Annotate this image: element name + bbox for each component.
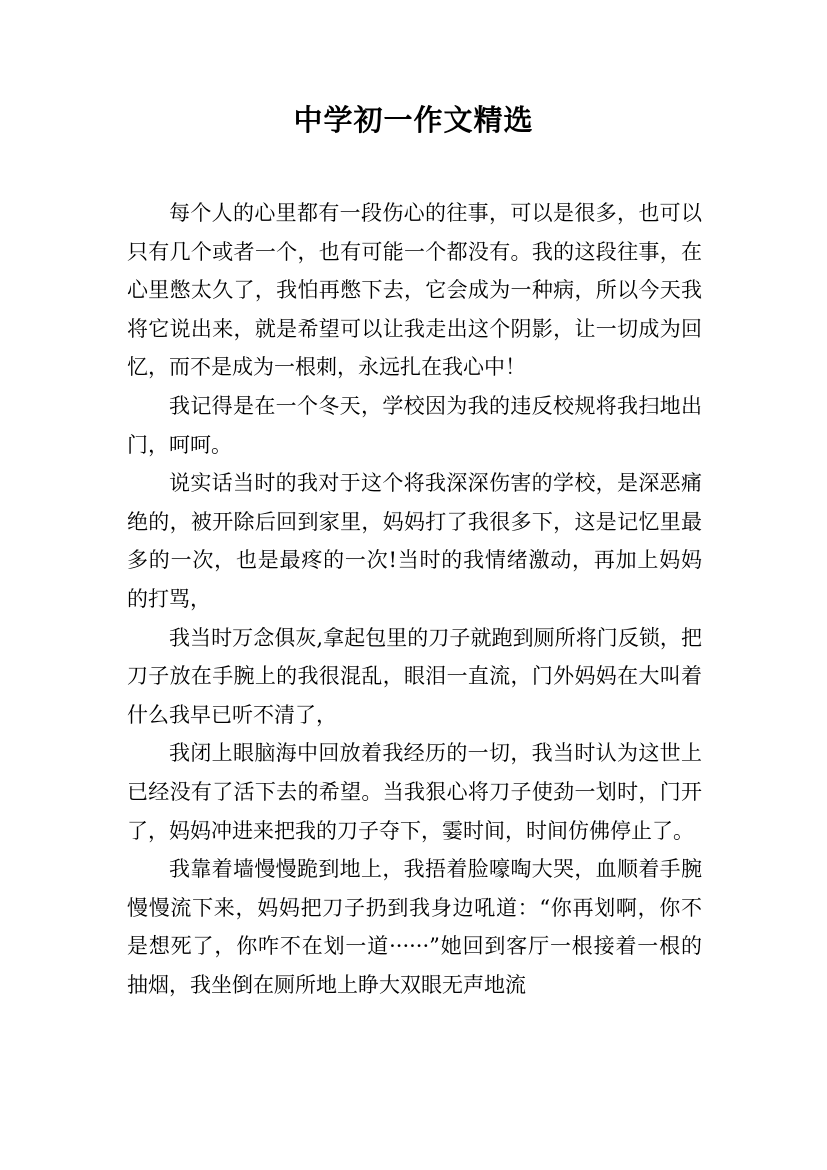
paragraph: 我闭上眼脑海中回放着我经历的一切，我当时认为这世上已经没有了活下去的希望。当我狠心将刀子使劲一划时，门开了，妈妈冲进来把我的刀子夺下，霎时间，时间仿佛停止了。	[127, 741, 702, 843]
paragraph: 每个人的心里都有一段伤心的往事，可以是很多，也可以只有几个或者一个，也有可能一个都没有。我的这段往事，在心里憋太久了，我怕再憋下去，它会成为一种病，所以今天我将它说出来，就是希望可以让我走出这个阴影，让一切成为回忆，而不是成为一根刺，永远扎在我心中！	[127, 201, 702, 380]
paragraph: 我记得是在一个冬天，学校因为我的违反校规将我扫地出门，呵呵。	[127, 393, 702, 457]
paragraph: 我当时万念俱灰,拿起包里的刀子就跑到厕所将门反锁，把刀子放在手腕上的我很混乱，眼泪一直流，门外妈妈在大叫着什么我早已听不清了，	[127, 625, 702, 727]
page-title: 中学初一作文精选	[293, 103, 534, 137]
essay-body	[127, 194, 702, 1004]
paragraph: 说实话当时的我对于这个将我深深伤害的学校，是深恶痛绝的，被开除后回到家里，妈妈打了我很多下，这是记忆里最多的一次，也是最疼的一次!当时的我情绪激动，再加上妈妈的打骂，	[127, 471, 702, 611]
paragraph: 我靠着墙慢慢跪到地上，我捂着脸嚎啕大哭，血顺着手腕慢慢流下来，妈妈把刀子扔到我身边吼道：“你再划啊，你不是想死了，你咋不在划一道······”她回到客厅一根接着一根的抽烟，我坐倒在厕所地上睁大双眼无声地流	[127, 857, 702, 997]
